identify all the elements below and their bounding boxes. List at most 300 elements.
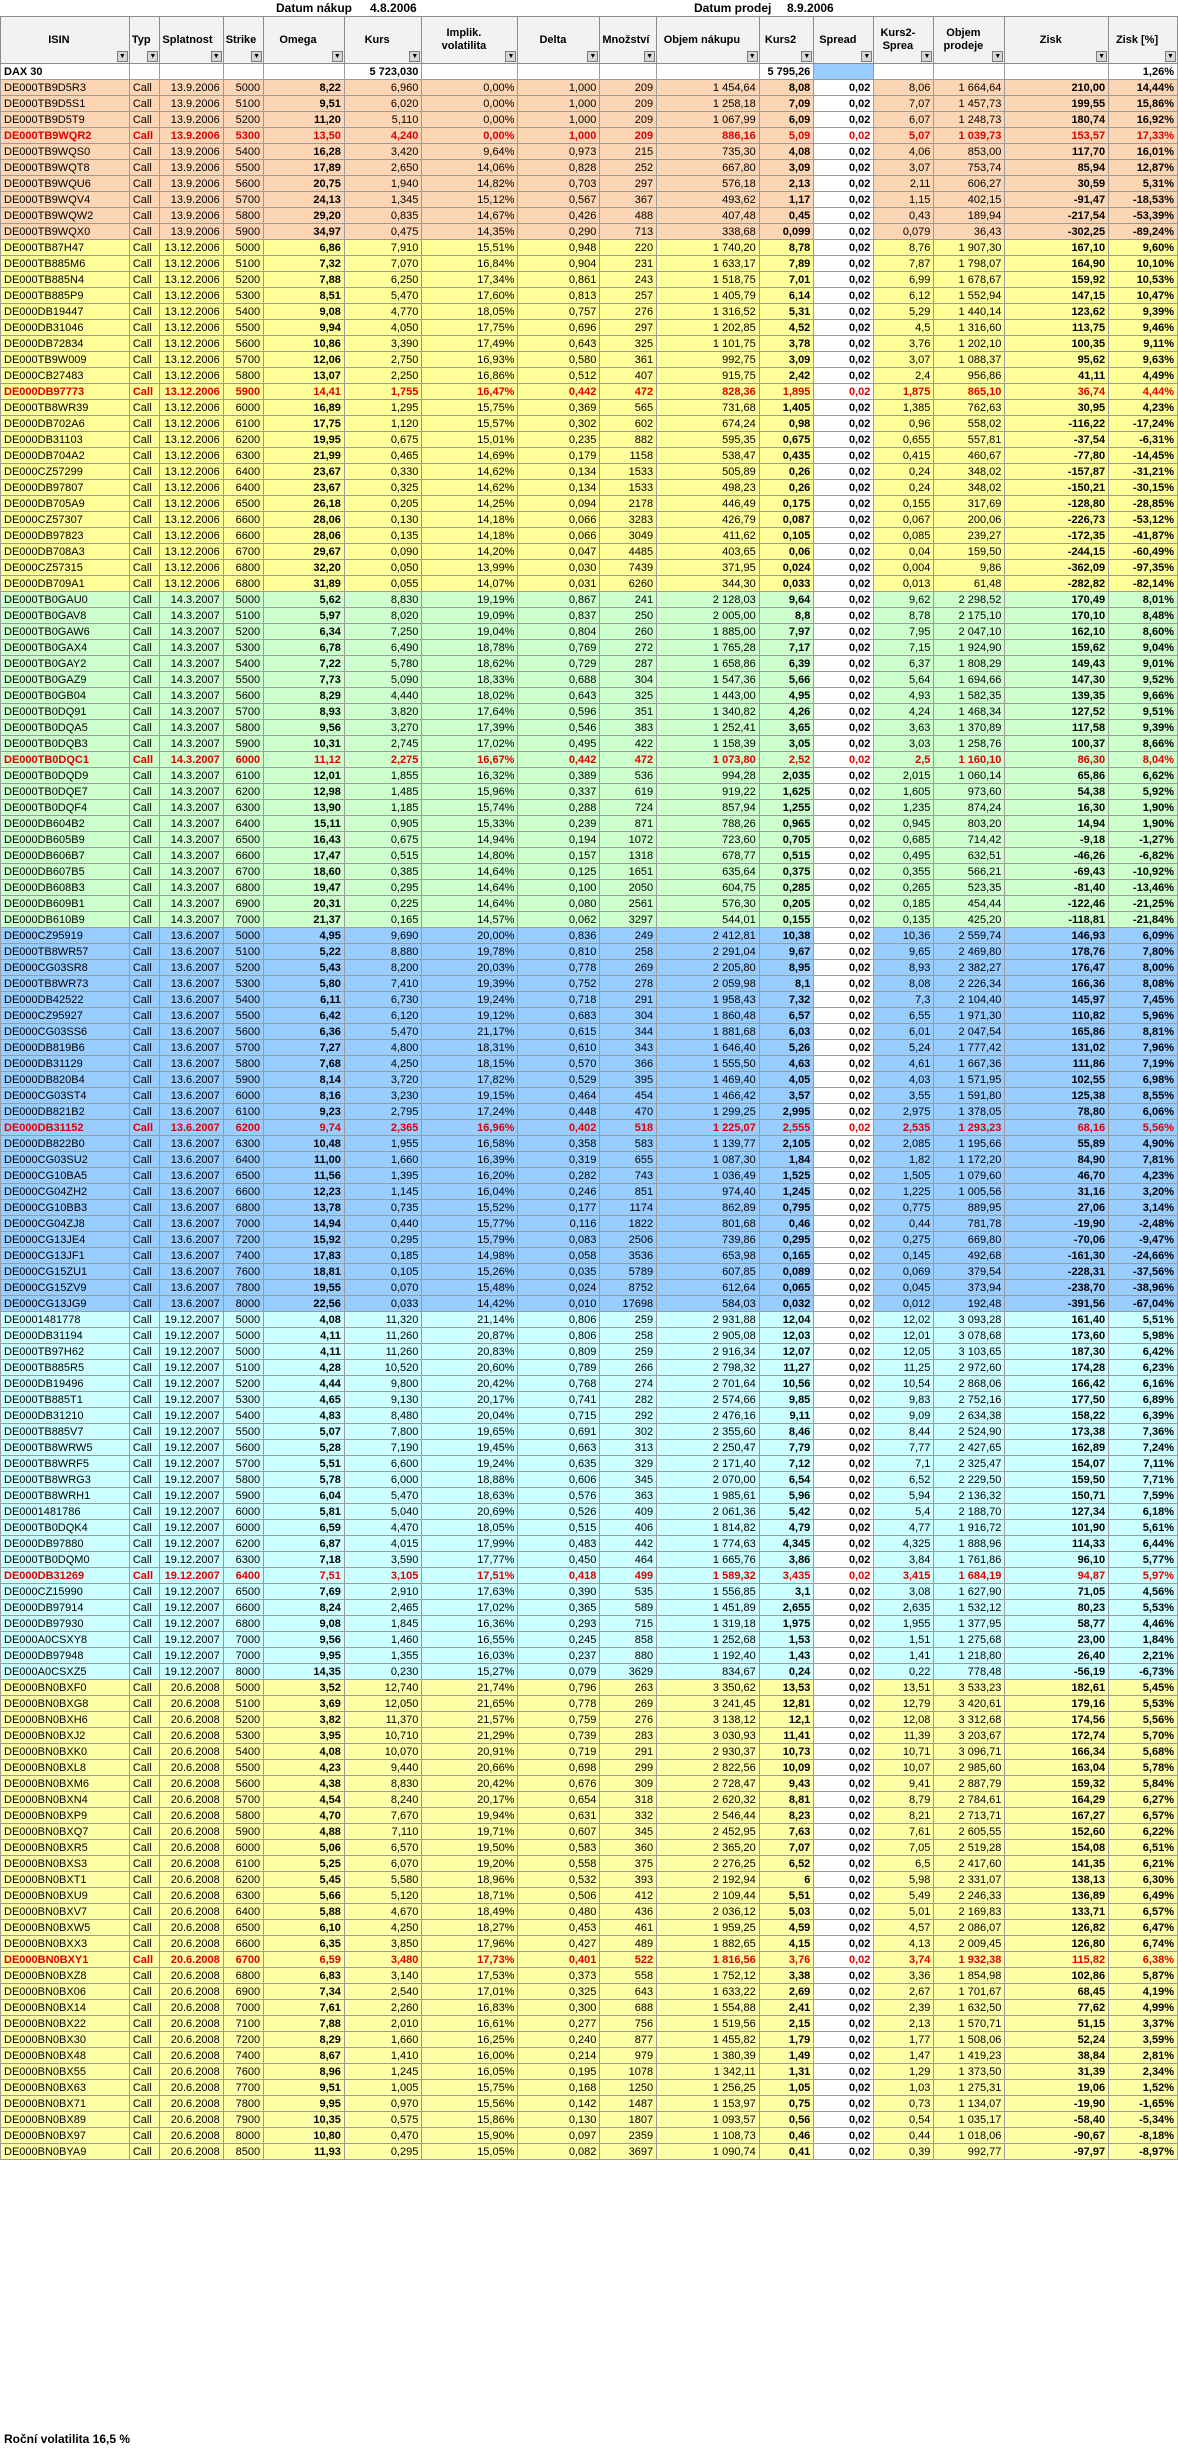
table-cell: 209 <box>600 128 657 144</box>
table-row <box>1 1792 1178 1808</box>
table-cell: 0,483 <box>518 1536 600 1552</box>
table-cell: 6400 <box>223 1152 263 1168</box>
table-cell: 3,390 <box>344 336 422 352</box>
table-cell: 0,813 <box>518 288 600 304</box>
table-cell: 13.12.2006 <box>160 544 223 560</box>
filter-dropdown-icon[interactable]: ▼ <box>147 51 158 62</box>
table-cell: 0,004 <box>874 560 934 576</box>
table-cell: 13.6.2007 <box>160 960 223 976</box>
table-cell: 874,24 <box>934 800 1005 816</box>
table-cell: 7,69 <box>264 1584 345 1600</box>
table-row <box>1 448 1178 464</box>
table-cell: 4,19% <box>1109 1984 1178 2000</box>
table-cell: 0,099 <box>759 224 814 240</box>
table-cell: 5000 <box>223 928 263 944</box>
table-cell: 2,105 <box>759 1136 814 1152</box>
table-cell: 781,78 <box>934 1216 1005 1232</box>
table-cell: 1 101,75 <box>657 336 760 352</box>
table-cell: -38,96% <box>1109 1280 1178 1296</box>
table-cell: 5400 <box>223 304 263 320</box>
table-cell: DE000CG03SR8 <box>1 960 130 976</box>
table-cell: 4,59 <box>759 1920 814 1936</box>
table-cell: 20.6.2008 <box>160 1952 223 1968</box>
table-cell: 13.6.2007 <box>160 1040 223 1056</box>
table-cell: 10,09 <box>759 1760 814 1776</box>
table-cell: 743 <box>600 1168 657 1184</box>
table-cell: 8,16 <box>264 1088 345 1104</box>
table-cell: 13.6.2007 <box>160 944 223 960</box>
filter-dropdown-icon[interactable]: ▼ <box>1165 51 1176 62</box>
table-cell: 13.12.2006 <box>160 448 223 464</box>
table-cell: 5,26 <box>759 1040 814 1056</box>
table-cell: 2,795 <box>344 1104 422 1120</box>
table-cell: Call <box>129 1776 160 1792</box>
table-cell: 8,08 <box>874 976 934 992</box>
table-cell: 153,57 <box>1005 128 1109 144</box>
table-cell: 282 <box>600 1392 657 1408</box>
table-row <box>1 1072 1178 1088</box>
table-cell: 6500 <box>223 1584 263 1600</box>
table-cell: 19.12.2007 <box>160 1408 223 1424</box>
table-cell: Call <box>129 1904 160 1920</box>
table-cell: 0,480 <box>518 1904 600 1920</box>
table-cell: 20,83% <box>422 1344 518 1360</box>
table-cell: 13.6.2007 <box>160 928 223 944</box>
table-cell: 7,32 <box>759 992 814 1008</box>
table-cell: 177,50 <box>1005 1392 1109 1408</box>
table-cell: 276 <box>600 1712 657 1728</box>
table-cell: 14.3.2007 <box>160 624 223 640</box>
table-cell: 13.6.2007 <box>160 992 223 1008</box>
table-row <box>1 736 1178 752</box>
table-cell: 3,37% <box>1109 2016 1178 2032</box>
table-cell: 669,80 <box>934 1232 1005 1248</box>
table-cell: Call <box>129 1456 160 1472</box>
table-cell: 2,11 <box>874 176 934 192</box>
filter-dropdown-icon[interactable]: ▼ <box>861 51 872 62</box>
table-cell: 653,98 <box>657 1248 760 1264</box>
table-cell: 16,61% <box>422 2016 518 2032</box>
table-cell: 1 192,40 <box>657 1648 760 1664</box>
filter-dropdown-icon[interactable]: ▼ <box>587 51 598 62</box>
table-cell: DE000DB19447 <box>1 304 130 320</box>
table-cell: 17,75 <box>264 416 345 432</box>
table-cell: 0,44 <box>874 1216 934 1232</box>
table-row <box>1 1920 1178 1936</box>
table-cell: 1 591,80 <box>934 1088 1005 1104</box>
table-cell: 576,18 <box>657 176 760 192</box>
table-cell: 166,34 <box>1005 1744 1109 1760</box>
table-cell: 9,46% <box>1109 320 1178 336</box>
table-cell: 6,62% <box>1109 768 1178 784</box>
table-cell: 215 <box>600 144 657 160</box>
filter-dropdown-icon[interactable]: ▼ <box>992 51 1003 62</box>
table-cell: -9,47% <box>1109 1232 1178 1248</box>
table-cell: 0,165 <box>344 912 422 928</box>
table-cell: 0,165 <box>759 1248 814 1264</box>
table-cell: 20.6.2008 <box>160 1936 223 1952</box>
table-cell: 78,80 <box>1005 1104 1109 1120</box>
table-cell: 8000 <box>223 1296 263 1312</box>
table-cell: 2 728,47 <box>657 1776 760 1792</box>
table-cell: DE000CG04ZJ8 <box>1 1216 130 1232</box>
table-cell: 1 202,85 <box>657 320 760 336</box>
table-row <box>1 1808 1178 1824</box>
table-cell: 145,97 <box>1005 992 1109 1008</box>
table-cell: 0,02 <box>814 2000 874 2016</box>
table-cell: 20,03% <box>422 960 518 976</box>
table-cell: 16,20% <box>422 1168 518 1184</box>
table-cell: 17,53% <box>422 1968 518 1984</box>
table-cell: 13.9.2006 <box>160 144 223 160</box>
table-row <box>1 304 1178 320</box>
table-cell: 0,02 <box>814 1808 874 1824</box>
table-cell: 3,720 <box>344 1072 422 1088</box>
table-cell: 12,740 <box>344 1680 422 1696</box>
table-cell: 688 <box>600 2000 657 2016</box>
table-cell: 8,93 <box>874 960 934 976</box>
table-cell: 0,02 <box>814 928 874 944</box>
table-cell: Call <box>129 640 160 656</box>
table-cell: 20.6.2008 <box>160 1760 223 1776</box>
table-cell: 4,08 <box>264 1744 345 1760</box>
table-cell: 7,61 <box>874 1824 934 1840</box>
table-cell: 4,11 <box>264 1344 345 1360</box>
filter-dropdown-icon[interactable]: ▼ <box>332 51 343 62</box>
filter-dropdown-icon[interactable]: ▼ <box>921 51 932 62</box>
table-cell: Call <box>129 1424 160 1440</box>
table-cell: 5,61% <box>1109 1520 1178 1536</box>
table-cell: 3,850 <box>344 1936 422 1952</box>
table-cell: 1 701,67 <box>934 1984 1005 2000</box>
table-cell: 18,63% <box>422 1488 518 1504</box>
table-cell: Call <box>129 1888 160 1904</box>
table-cell: 2,41 <box>759 2000 814 2016</box>
table-cell: 6200 <box>223 1120 263 1136</box>
table-cell: 6000 <box>223 1520 263 1536</box>
table-cell: 3,57 <box>759 1088 814 1104</box>
table-cell: 6,34 <box>264 624 345 640</box>
table-row <box>1 960 1178 976</box>
table-cell: 0,02 <box>814 320 874 336</box>
table-cell: 16,32% <box>422 768 518 784</box>
table-cell: 239,27 <box>934 528 1005 544</box>
table-cell: 18,62% <box>422 656 518 672</box>
table-row <box>1 1504 1178 1520</box>
filter-dropdown-icon[interactable]: ▼ <box>211 51 222 62</box>
table-cell: 19.12.2007 <box>160 1632 223 1648</box>
table-cell: 6,83 <box>264 1968 345 1984</box>
table-cell: 263 <box>600 1680 657 1696</box>
table-cell: 8,23 <box>759 1808 814 1824</box>
table-cell: 0,083 <box>518 1232 600 1248</box>
table-cell: 187,30 <box>1005 1344 1109 1360</box>
table-cell: 1 248,73 <box>934 112 1005 128</box>
table-cell: 15,90% <box>422 2128 518 2144</box>
table-cell: 3,55 <box>874 1088 934 1104</box>
table-cell: -6,73% <box>1109 1664 1178 1680</box>
table-cell: 5000 <box>223 240 263 256</box>
filter-dropdown-icon[interactable]: ▼ <box>409 51 420 62</box>
table-cell: 17,77% <box>422 1552 518 1568</box>
table-cell: 20.6.2008 <box>160 1744 223 1760</box>
table-cell: 5,51% <box>1109 1312 1178 1328</box>
table-cell: DE000CG04ZH2 <box>1 1184 130 1200</box>
table-cell: 583 <box>600 1136 657 1152</box>
table-cell: 10,35 <box>264 2112 345 2128</box>
table-cell: 1 088,37 <box>934 352 1005 368</box>
table-row <box>1 1888 1178 1904</box>
table-cell: 0,02 <box>814 1552 874 1568</box>
table-cell: 1 885,00 <box>657 624 760 640</box>
table-cell: 0,02 <box>814 736 874 752</box>
table-cell: Call <box>129 2144 160 2160</box>
table-cell: 1,82 <box>874 1152 934 1168</box>
table-cell: 1,605 <box>874 784 934 800</box>
table-cell: 0,465 <box>344 448 422 464</box>
table-cell: 0,130 <box>344 512 422 528</box>
table-cell: 1 457,73 <box>934 96 1005 112</box>
table-cell: 1,940 <box>344 176 422 192</box>
table-cell: 1,295 <box>344 400 422 416</box>
table-cell: 0,583 <box>518 1840 600 1856</box>
table-cell: Call <box>129 1408 160 1424</box>
table-cell: 7,12 <box>759 1456 814 1472</box>
table-cell: 345 <box>600 1824 657 1840</box>
table-cell: 1 664,64 <box>934 80 1005 96</box>
table-cell: 6,570 <box>344 1840 422 1856</box>
column-header: Kurs2 ▼ <box>759 17 814 64</box>
table-cell: 0,02 <box>814 944 874 960</box>
table-cell: 0,02 <box>814 2080 874 2096</box>
table-cell: 231 <box>600 256 657 272</box>
table-cell: 723,60 <box>657 832 760 848</box>
table-cell: 6,23% <box>1109 1360 1178 1376</box>
table-cell: 16,05% <box>422 2064 518 2080</box>
table-cell: 6,30% <box>1109 1872 1178 1888</box>
table-cell: 14.3.2007 <box>160 784 223 800</box>
table-cell: 0,02 <box>814 80 874 96</box>
filter-dropdown-icon[interactable]: ▼ <box>117 51 128 62</box>
table-cell: 1,345 <box>344 192 422 208</box>
table-cell: 18,81 <box>264 1264 345 1280</box>
table-cell: 5400 <box>223 656 263 672</box>
table-cell: 15,27% <box>422 1664 518 1680</box>
table-cell: 0,205 <box>344 496 422 512</box>
table-cell: 7,80% <box>1109 944 1178 960</box>
table-cell: Call <box>129 192 160 208</box>
table-cell: -10,92% <box>1109 864 1178 880</box>
table-cell: 313 <box>600 1440 657 1456</box>
table-cell: 10,80 <box>264 2128 345 2144</box>
table-cell: 828,36 <box>657 384 760 400</box>
table-cell: Call <box>129 1520 160 1536</box>
table-cell: 6300 <box>223 448 263 464</box>
table-cell: 6600 <box>223 1184 263 1200</box>
table-cell: DE000BN0BXF0 <box>1 1680 130 1696</box>
table-cell: 0,168 <box>518 2080 600 2096</box>
table-cell: 1 971,30 <box>934 1008 1005 1024</box>
table-cell: 2,995 <box>759 1104 814 1120</box>
table-cell: DE000DB822B0 <box>1 1136 130 1152</box>
filter-dropdown-icon[interactable]: ▼ <box>644 51 655 62</box>
table-cell: 0,02 <box>814 2016 874 2032</box>
table-cell: 0,683 <box>518 1008 600 1024</box>
filter-dropdown-icon[interactable]: ▼ <box>251 51 262 62</box>
table-cell: 2 559,74 <box>934 928 1005 944</box>
table-cell: 1 079,60 <box>934 1168 1005 1184</box>
table-row <box>1 1024 1178 1040</box>
table-cell: 10,31 <box>264 736 345 752</box>
table-row <box>1 1872 1178 1888</box>
table-cell: 8000 <box>223 1664 263 1680</box>
table-cell: 19,65% <box>422 1424 518 1440</box>
table-cell: 1,235 <box>874 800 934 816</box>
table-cell: DE000BN0BXL8 <box>1 1760 130 1776</box>
table-cell: 635,64 <box>657 864 760 880</box>
table-cell: 257 <box>600 288 657 304</box>
table-cell: 13.6.2007 <box>160 1232 223 1248</box>
table-cell: 0,02 <box>814 432 874 448</box>
table-cell: 0,02 <box>814 1920 874 1936</box>
table-cell: 21,29% <box>422 1728 518 1744</box>
table-cell: DE000BN0BX89 <box>1 2112 130 2128</box>
table-cell: 724 <box>600 800 657 816</box>
table-cell: 14.3.2007 <box>160 640 223 656</box>
table-cell: -28,85% <box>1109 496 1178 512</box>
table-cell: 0,389 <box>518 768 600 784</box>
table-cell: 1 172,20 <box>934 1152 1005 1168</box>
filter-dropdown-icon[interactable]: ▼ <box>1096 51 1107 62</box>
table-row <box>1 1520 1178 1536</box>
table-cell: 4,050 <box>344 320 422 336</box>
table-cell: Call <box>129 704 160 720</box>
table-cell: 3,74 <box>874 1952 934 1968</box>
table-cell: 13.12.2006 <box>160 400 223 416</box>
table-cell: 0,945 <box>874 816 934 832</box>
table-cell: 13.6.2007 <box>160 1296 223 1312</box>
column-header: Strike ▼ <box>223 17 263 64</box>
table-cell: 4,57 <box>874 1920 934 1936</box>
table-cell: 170,10 <box>1005 608 1109 624</box>
table-cell: 5000 <box>223 80 263 96</box>
table-cell: DE000TB0DQK4 <box>1 1520 130 1536</box>
table-cell: 6000 <box>223 1088 263 1104</box>
table-cell: DE000DB705A9 <box>1 496 130 512</box>
table-cell: 0,809 <box>518 1344 600 1360</box>
table-cell: 489 <box>600 1936 657 1952</box>
table-row <box>1 1328 1178 1344</box>
table-cell: 8,46 <box>759 1424 814 1440</box>
table-cell: 182,61 <box>1005 1680 1109 1696</box>
filter-dropdown-icon[interactable]: ▼ <box>801 51 812 62</box>
filter-dropdown-icon[interactable]: ▼ <box>747 51 758 62</box>
table-cell: 0,358 <box>518 1136 600 1152</box>
table-cell: 159,32 <box>1005 1776 1109 1792</box>
filter-dropdown-icon[interactable]: ▼ <box>505 51 516 62</box>
table-cell: -244,15 <box>1005 544 1109 560</box>
table-cell: 14.3.2007 <box>160 896 223 912</box>
table-row <box>1 1168 1178 1184</box>
table-cell: 1 777,42 <box>934 1040 1005 1056</box>
table-cell: 6400 <box>223 480 263 496</box>
table-cell: 3,76 <box>759 1952 814 1968</box>
table-cell: 16,89 <box>264 400 345 416</box>
table-cell: 351 <box>600 704 657 720</box>
table-cell: 18,02% <box>422 688 518 704</box>
table-row <box>1 1696 1178 1712</box>
table-cell: 4,99% <box>1109 2000 1178 2016</box>
table-cell: 16,55% <box>422 1632 518 1648</box>
table-cell: 715 <box>600 1616 657 1632</box>
table-cell: 5,09 <box>759 128 814 144</box>
table-cell: 10,48 <box>264 1136 345 1152</box>
table-cell: 1 667,36 <box>934 1056 1005 1072</box>
table-cell: DE000A0CSXY8 <box>1 1632 130 1648</box>
table-cell: 1,29 <box>874 2064 934 2080</box>
table-cell: 19.12.2007 <box>160 1600 223 1616</box>
table-cell: 0,512 <box>518 368 600 384</box>
table-cell: 0,185 <box>344 1248 422 1264</box>
table-cell: 2 205,80 <box>657 960 760 976</box>
table-cell: DE000TB885T1 <box>1 1392 130 1408</box>
table-cell: 16,04% <box>422 1184 518 1200</box>
table-cell: 8,8 <box>759 608 814 624</box>
table-cell: DE000BN0BXV7 <box>1 1904 130 1920</box>
table-cell: Call <box>129 464 160 480</box>
table-cell: 158,22 <box>1005 1408 1109 1424</box>
table-cell: 753,74 <box>934 160 1005 176</box>
table-cell: 5600 <box>223 1024 263 1040</box>
table-cell: 136,89 <box>1005 1888 1109 1904</box>
table-cell: 14.3.2007 <box>160 592 223 608</box>
table-row <box>1 1392 1178 1408</box>
table-row <box>1 2048 1178 2064</box>
table-cell: 16,25% <box>422 2032 518 2048</box>
table-cell: 735,30 <box>657 144 760 160</box>
table-cell: 0,02 <box>814 1392 874 1408</box>
table-cell: 7,36% <box>1109 1424 1178 1440</box>
table-cell: 7,250 <box>344 624 422 640</box>
table-cell: 2 634,38 <box>934 1408 1005 1424</box>
table-cell: 17,63% <box>422 1584 518 1600</box>
table-cell: 18,49% <box>422 1904 518 1920</box>
table-cell: 10,520 <box>344 1360 422 1376</box>
table-cell: 159,62 <box>1005 640 1109 656</box>
table-cell: Call <box>129 1440 160 1456</box>
table-cell: 1158 <box>600 448 657 464</box>
table-cell: 6,52 <box>759 1856 814 1872</box>
table-cell: 5,03 <box>759 1904 814 1920</box>
table-cell: -56,19 <box>1005 1664 1109 1680</box>
table-cell: 1 665,76 <box>657 1552 760 1568</box>
table-cell: 114,33 <box>1005 1536 1109 1552</box>
table-cell: 2 605,55 <box>934 1824 1005 1840</box>
table-cell: 6300 <box>223 1552 263 1568</box>
table-cell: 0,54 <box>874 2112 934 2128</box>
table-cell: 8,60% <box>1109 624 1178 640</box>
table-cell: 46,70 <box>1005 1168 1109 1184</box>
column-header: Splatnost ▼ <box>160 17 223 64</box>
table-cell: 58,77 <box>1005 1616 1109 1632</box>
table-cell: 20,42% <box>422 1376 518 1392</box>
table-cell: 7200 <box>223 1232 263 1248</box>
table-cell: 6200 <box>223 784 263 800</box>
table-cell: 4,70 <box>264 1808 345 1824</box>
table-cell: 5600 <box>223 688 263 704</box>
table-cell: 12,04 <box>759 1312 814 1328</box>
table-cell: DE000BN0BXW5 <box>1 1920 130 1936</box>
